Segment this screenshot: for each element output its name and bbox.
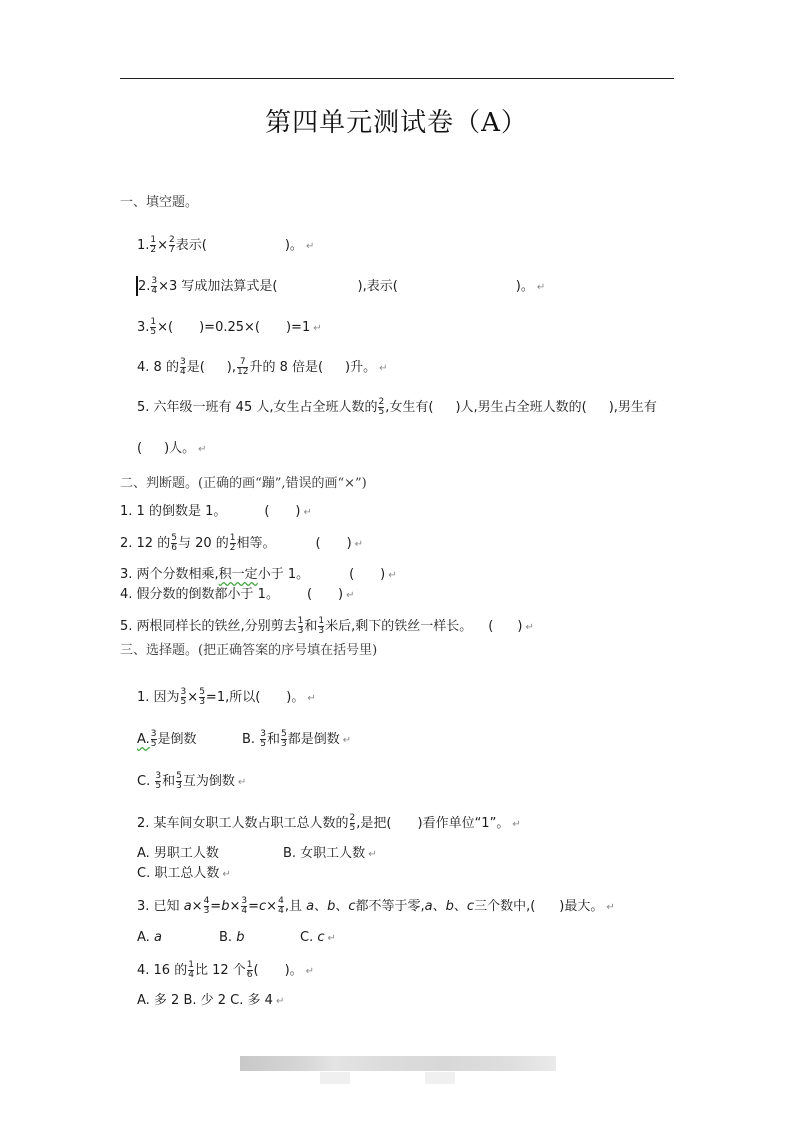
var-c: c: [348, 899, 356, 914]
option-label: A.: [137, 930, 150, 945]
section3-heading: 三、选择题。(把正确答案的序号填在括号里): [120, 643, 378, 658]
grammar-underline: 积一定: [218, 567, 258, 582]
s3-q1-optC[interactable]: [137, 772, 246, 792]
q-text: ): [295, 504, 301, 519]
q-text: ): [338, 587, 344, 602]
q-number: 4. 8 的: [137, 360, 179, 375]
fraction: $\frac{3}{4}$: [151, 276, 158, 296]
q-text: )。: [286, 690, 305, 705]
q-text: )看作单位“1”。: [417, 816, 510, 831]
s1-q3: [137, 318, 322, 338]
page-title: 第四单元测试卷（A）: [265, 108, 528, 138]
q-number: 2.: [138, 279, 151, 294]
s3-q3-optA[interactable]: [137, 929, 162, 947]
s2-q2: [120, 534, 363, 554]
q-text: 4. 16 的: [137, 963, 188, 978]
s3-q2-optA[interactable]: A. 男职工人数: [137, 846, 219, 861]
option-text: B. 女职工人数: [283, 846, 366, 861]
return-mark-icon: ↵: [606, 902, 615, 913]
var-a: a: [306, 899, 315, 914]
q-text: ,且: [284, 899, 302, 914]
q-text: 4. 假分数的倒数都小于 1。: [120, 587, 279, 602]
q-text: )=0.25×(: [199, 320, 260, 335]
return-mark-icon: ↵: [388, 570, 397, 581]
s2-q5: [120, 617, 534, 637]
s3-q1-optA[interactable]: [137, 730, 197, 749]
var-b: b: [445, 899, 454, 914]
fraction: $\frac{1}{4}$: [188, 960, 194, 980]
separator: 、: [314, 899, 328, 914]
q-text: 与 20 的: [177, 536, 229, 551]
q-text: ): [346, 536, 352, 551]
q-text: 2. 某车间女职工人数占职工总人数的: [137, 816, 349, 831]
times-sign: ×: [187, 690, 199, 705]
q-text: 是(: [186, 360, 205, 375]
separator: 、: [335, 899, 349, 914]
var-c: c: [259, 899, 267, 914]
q-text: ): [380, 567, 386, 582]
var-b: b: [327, 899, 336, 914]
times-sign: ×: [157, 238, 169, 253]
option-text: C. 职工总人数: [137, 866, 220, 881]
option-label: C.: [137, 774, 151, 789]
s3-q3: [137, 897, 615, 917]
s1-q5: [137, 398, 657, 417]
return-mark-icon: ↵: [307, 693, 316, 704]
q-text: )最大。: [559, 899, 604, 914]
fraction: $\frac{3}{4}$: [241, 896, 248, 916]
fraction: $\frac{1}{3}$: [318, 616, 325, 636]
q-text: )。: [515, 279, 534, 294]
s1-q4: [137, 358, 388, 378]
q-text: 小于 1。: [257, 567, 310, 582]
return-mark-icon: ↵: [303, 507, 312, 518]
q-text: )=1: [285, 320, 311, 335]
fraction: $\frac{3}{5}$: [150, 729, 157, 749]
return-mark-icon: ↵: [379, 363, 388, 374]
q-text: 2. 12 的: [120, 536, 171, 551]
var-a: a: [183, 899, 192, 914]
fraction: $\frac{1}{3}$: [297, 616, 304, 636]
option-label: B.: [242, 732, 256, 747]
s3-q3-optB[interactable]: [219, 929, 244, 947]
return-mark-icon: ↵: [512, 819, 521, 830]
var-b: b: [221, 899, 230, 914]
times-sign: ×: [266, 899, 278, 914]
q-text: )。: [284, 238, 303, 253]
q-text: 5. 六年级一班有 45 人,女生占全班人数的: [137, 400, 378, 415]
q-text: ×(: [157, 320, 174, 335]
s2-q3: [120, 566, 397, 585]
q-text: (: [306, 587, 313, 602]
q-text: ),: [226, 360, 236, 375]
return-mark-icon: ↵: [342, 735, 352, 746]
return-mark-icon: ↵: [275, 996, 285, 1007]
s3-q4: [137, 961, 314, 981]
q-text: (: [264, 504, 270, 519]
option-text: A. 多 2 B. 少 2 C. 多 4: [137, 993, 273, 1008]
separator: 、: [432, 899, 446, 914]
option-label: B.: [219, 930, 233, 945]
s3-q2-optB[interactable]: [283, 845, 377, 864]
fraction: $\frac{3}{5}$: [180, 687, 187, 707]
return-mark-icon: ↵: [525, 622, 534, 633]
fraction: $\frac{1}{5}$: [150, 317, 157, 337]
q-text: 都不等于零,: [355, 899, 425, 914]
fraction: $\frac{1}{6}$: [246, 960, 253, 980]
option-text: 和: [162, 774, 176, 789]
q-text: =1,所以(: [205, 690, 261, 705]
option-text: 是倒数: [157, 732, 197, 747]
return-mark-icon: ↵: [354, 539, 364, 550]
fraction: $\frac{5}{3}$: [199, 687, 205, 707]
return-mark-icon: ↵: [305, 966, 315, 977]
option-text: c: [317, 930, 325, 945]
q-text: (: [137, 441, 143, 456]
return-mark-icon: ↵: [536, 282, 546, 293]
q-text: )升。: [345, 360, 377, 375]
fraction: $\frac{1}{2}$: [150, 235, 157, 255]
q-text: )。: [284, 963, 303, 978]
s3-q2: [137, 814, 521, 834]
equals-sign: =: [210, 899, 222, 914]
q-text: 三个数中,(: [474, 899, 536, 914]
q-text: 和: [304, 619, 318, 634]
s2-q1: [120, 503, 312, 522]
s3-q1-optB[interactable]: [242, 730, 351, 750]
q-text: 3. 两个分数相乘,: [120, 567, 219, 582]
var-c: c: [466, 899, 475, 914]
separator: 、: [453, 899, 467, 914]
q-text: (: [253, 963, 259, 978]
fraction: $\frac{4}{3}$: [203, 896, 210, 916]
q-text: 比 12 个: [194, 963, 246, 978]
return-mark-icon: ↵: [198, 444, 207, 455]
q-text: ),表示(: [357, 279, 398, 294]
q-text: ): [517, 619, 523, 634]
section2-heading: 二、判断题。(正确的画“蹦”,错误的画“×”): [120, 476, 367, 491]
s3-q1: [137, 688, 316, 708]
q-text: (: [349, 567, 355, 582]
fraction: $\frac{7}{12}$: [236, 357, 249, 377]
s3-q2-optC[interactable]: [137, 865, 231, 884]
times-sign: ×: [229, 899, 241, 914]
option-text: a: [153, 930, 162, 945]
q-number: 3.: [137, 320, 150, 335]
q-text: 相等。: [236, 536, 276, 551]
s1-q1: [137, 236, 314, 256]
option-text: 互为倒数: [182, 774, 235, 789]
fraction: $\frac{2}{5}$: [349, 813, 356, 833]
fraction: $\frac{3}{5}$: [260, 729, 266, 749]
s1-q2: [138, 277, 545, 297]
q-text: ×3 写成加法算式是(: [158, 279, 278, 294]
option-label: A.: [137, 732, 150, 747]
option-text: 和: [266, 732, 280, 747]
q-text: ),男生有: [608, 400, 657, 415]
blurred-watermark-fragment: [320, 1072, 350, 1084]
q-text: (: [315, 536, 321, 551]
fraction: $\frac{5}{3}$: [280, 729, 287, 749]
q-text: 升的 8 倍是(: [249, 360, 324, 375]
option-label: C.: [300, 930, 314, 945]
q-text: (: [488, 619, 494, 634]
q-text: )人,男生占全班人数的(: [455, 400, 587, 415]
s1-q5-line2: [137, 440, 207, 459]
s3-q4-options[interactable]: [137, 992, 284, 1011]
q-text: 3. 已知: [137, 899, 180, 914]
return-mark-icon: ↵: [237, 777, 247, 788]
q-text: ,女生有(: [385, 400, 434, 415]
fraction: $\frac{1}{2}$: [229, 533, 236, 553]
option-text: 都是倒数: [287, 732, 340, 747]
return-mark-icon: ↵: [222, 869, 231, 880]
return-mark-icon: ↵: [327, 933, 336, 944]
q-text: 1. 1 的倒数是 1。: [120, 504, 227, 519]
return-mark-icon: ↵: [313, 323, 322, 334]
fraction: $\frac{3}{4}$: [179, 357, 186, 377]
option-text: b: [236, 930, 245, 945]
return-mark-icon: ↵: [346, 590, 355, 601]
q-text: ,是把(: [356, 816, 392, 831]
q-text: )人。: [164, 441, 196, 456]
var-a: a: [424, 899, 433, 914]
section1-heading: 一、填空题。: [120, 195, 199, 210]
fraction: $\frac{4}{4}$: [278, 896, 284, 916]
q-text: 5. 两根同样长的铁丝,分别剪去: [120, 619, 297, 634]
times-sign: ×: [191, 899, 203, 914]
header-rule: [120, 78, 674, 79]
return-mark-icon: ↵: [368, 849, 377, 860]
return-mark-icon: ↵: [305, 241, 315, 252]
s3-q3-optC[interactable]: [300, 929, 336, 948]
q-text: 米后,剩下的铁丝一样长。: [325, 619, 473, 634]
q-number: 1.: [137, 238, 150, 253]
s2-q4: [120, 586, 355, 605]
blurred-watermark-bar: [240, 1056, 556, 1071]
equals-sign: =: [248, 899, 260, 914]
blurred-watermark-fragment: [425, 1072, 455, 1084]
q-text: 1. 因为: [137, 690, 180, 705]
q-text: 表示(: [175, 238, 207, 253]
fraction: $\frac{5}{6}$: [171, 533, 177, 553]
fraction: $\frac{2}{7}$: [169, 235, 175, 255]
fraction: $\frac{5}{3}$: [176, 771, 182, 791]
fraction: $\frac{3}{5}$: [155, 771, 162, 791]
fraction: $\frac{2}{5}$: [378, 397, 385, 417]
